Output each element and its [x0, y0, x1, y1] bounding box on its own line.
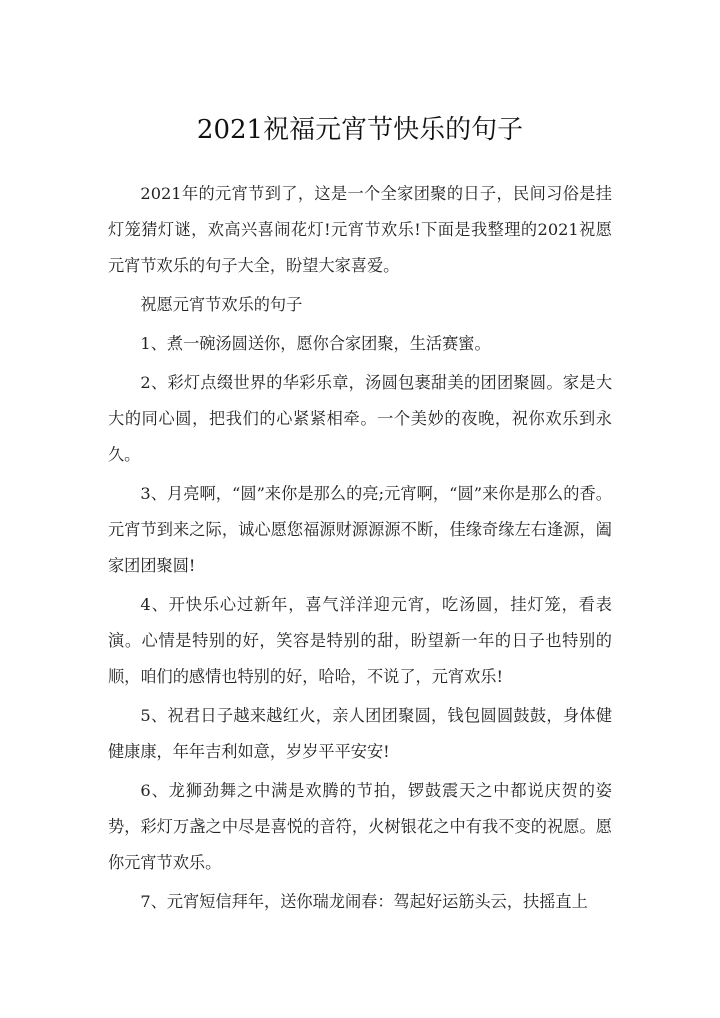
list-item: 3、月亮啊，“圆”来你是那么的亮;元宵啊，“圆”来你是那么的香。元宵节到来之际，诚心愿您福源财源源源不断，佳缘奇缘左右逢源，阖家团团聚圆! [108, 484, 612, 575]
list-item: 6、龙狮劲舞之中满是欢腾的节拍，锣鼓震天之中都说庆贺的姿势，彩灯万盏之中尽是喜悦的音符，火树银花之中有我不变的祝愿。愿你元宵节欢乐。 [108, 781, 612, 872]
list-item: 1、煮一碗汤圆送你，愿你合家团聚，生活赛蜜。 [140, 334, 491, 353]
list-item: 5、祝君日子越来越红火，亲人团团聚圆，钱包圆圆鼓鼓，身体健健康康，年年吉利如意，岁岁平平安安! [108, 706, 612, 761]
page-title: 2021祝福元宵节快乐的句子 [196, 115, 524, 145]
section-heading: 祝愿元宵节欢乐的句子 [140, 295, 303, 314]
intro-paragraph: 2021年的元宵节到了，这是一个全家团聚的日子，民间习俗是挂灯笼猜灯谜，欢高兴喜闹花灯!元宵节欢乐!下面是我整理的2021祝愿元宵节欢乐的句子大全，盼望大家喜爱。 [108, 184, 612, 275]
list-item: 2、彩灯点缀世界的华彩乐章，汤圆包裹甜美的团团聚圆。家是大大的同心圆，把我们的心紧紧相牵。一个美妙的夜晚，祝你欢乐到永久。 [108, 373, 612, 464]
list-item: 7、元宵短信拜年，送你瑞龙闹春：驾起好运筋头云，扶摇直上 [140, 892, 588, 911]
list-item: 4、开快乐心过新年，喜气洋洋迎元宵，吃汤圆，挂灯笼，看表演。心情是特别的好，笑容是特别的甜，盼望新一年的日子也特别的顺，咱们的感情也特别的好，哈哈，不说了，元宵欢乐! [108, 595, 612, 686]
document-body [108, 176, 612, 923]
